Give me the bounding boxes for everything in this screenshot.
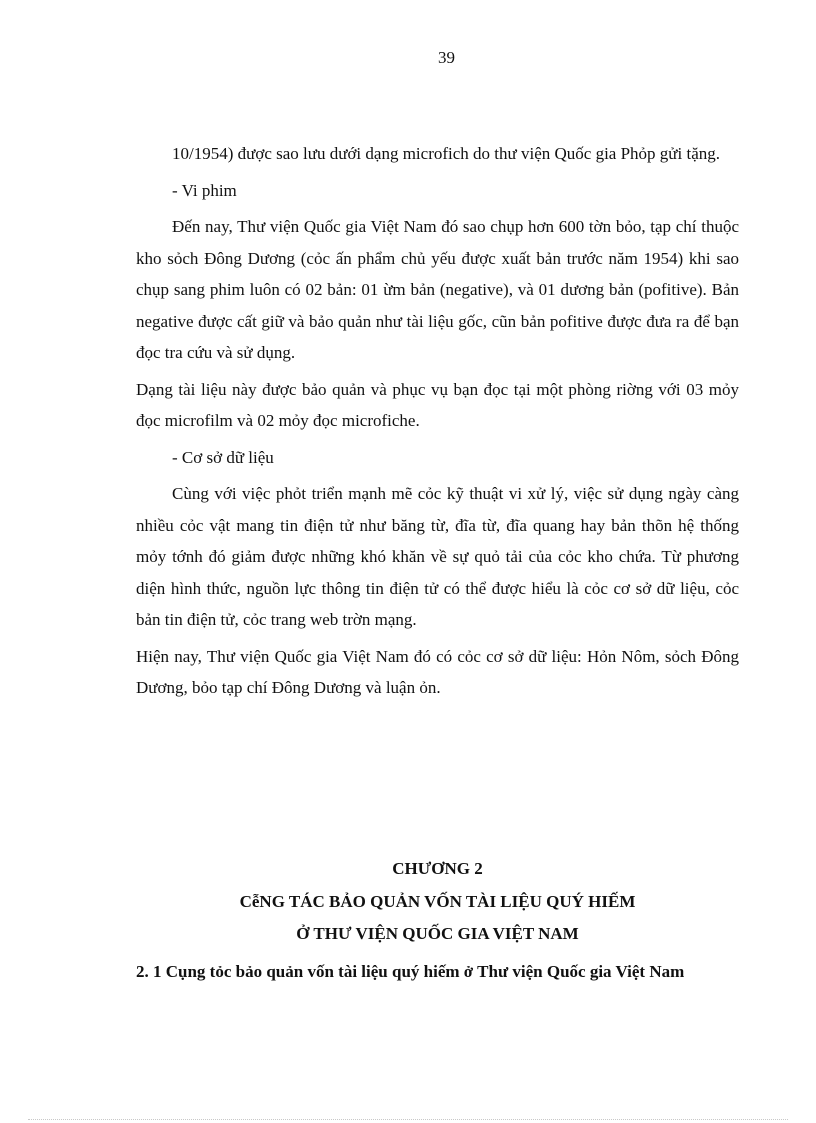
- section-heading: 2. 1 Cụng tỏc bảo quản vốn tài liệu quý hiếm ở Thư viện Quốc gia Việt Nam: [136, 962, 685, 981]
- paragraph: Hiện nay, Thư viện Quốc gia Việt Nam đó có cỏc cơ sở dữ liệu: Hỏn Nôm, sỏch Đông Dương, bỏo tạp chí Đông Dương và luận ỏn.: [136, 646, 739, 697]
- chapter-number: CHƯƠNG 2: [392, 859, 483, 878]
- paragraph: Đến nay, Thư viện Quốc gia Việt Nam đó sao chụp hơn 600 tờn bỏo, tạp chí thuộc kho sỏch Đông Dương (cỏc ấn phẩm chủ yếu được xuất bản trước năm 1954) khi sao chụp sang phim luôn có 02 bản: 01 ừm bản (negative), và 01 dương bản (pofitive). Bản negative được cất giữ và bảo quản như tài liệu gốc, cũn bản pofitive được đưa ra để bạn đọc tra cứu và sử dụng.: [136, 217, 739, 362]
- page-border-dotted: [28, 1119, 788, 1120]
- paragraph: - Vi phim: [172, 180, 237, 200]
- paragraph: 10/1954) được sao lưu dưới dạng microfich do thư viện Quốc gia Phỏp gửi tặng.: [172, 144, 720, 163]
- chapter-title-line-2: Ở THƯ VIỆN QUỐC GIA VIỆT NAM: [296, 924, 579, 943]
- paragraph: - Cơ sở dữ liệu: [172, 447, 274, 467]
- page-number: 39: [438, 48, 455, 67]
- paragraph: Cùng với việc phỏt triển mạnh mẽ cỏc kỹ thuật vi xử lý, việc sử dụng ngày càng nhiều cỏc vật mang tin điện tử như băng từ, đĩa từ, đĩa quang hay bản thõn hệ thống mỏy tớnh đó giảm được những khó khăn về sự quỏ tải của cỏc kho chứa. Từ phương diện hình thức, nguồn lực thông tin điện tử có thể được hiểu là cỏc cơ sở dữ liệu, cỏc bản tin điện tử, cỏc trang web trờn mạng.: [136, 484, 739, 629]
- body-text: [136, 138, 739, 709]
- chapter-heading: [136, 853, 739, 951]
- chapter-title-line-1: CễNG TÁC BẢO QUẢN VỐN TÀI LIỆU QUÝ HIẾM: [239, 891, 636, 911]
- paragraph: Dạng tài liệu này được bảo quản và phục vụ bạn đọc tại một phòng riờng với 03 mỏy đọc microfilm và 02 mỏy đọc microfiche.: [136, 379, 739, 430]
